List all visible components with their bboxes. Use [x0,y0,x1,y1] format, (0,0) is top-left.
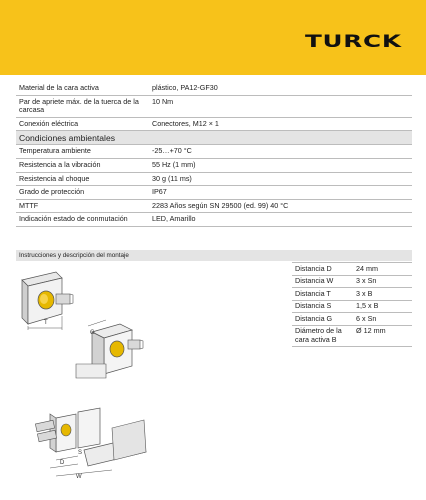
distance-value: Ø 12 mm [356,326,386,336]
spec-value: -25…+70 °C [152,146,192,156]
spec-row [16,173,412,187]
spec-value: plástico, PA12-GF30 [152,83,218,92]
spec-value: 10 Nm [152,96,174,106]
spec-table [16,82,412,227]
drawing-mount-g [76,320,143,378]
mounting-drawings [16,264,286,494]
distance-key: Distancia W [295,276,334,286]
distance-value: 3 x Sn [356,276,377,286]
spec-key: Temperatura ambiente [19,146,91,156]
label-w: W [76,474,82,480]
distance-value: 1,5 x B [356,301,379,311]
label-d: D [60,460,65,466]
mounting-diagram [16,264,286,494]
spec-row [16,200,412,214]
distance-key: Distancia S [295,301,332,311]
spec-value: Conectores, M12 × 1 [152,118,219,128]
label-g: G [90,330,95,336]
spec-row [16,186,412,200]
spec-row [16,213,412,227]
spec-key: MTTF [19,200,39,210]
spec-key: Resistencia al choque [19,173,90,183]
distance-row [292,276,412,289]
distance-key: Distancia T [295,288,331,298]
spec-value: LED, Amarillo [152,214,196,224]
distance-table [292,262,412,347]
distance-row [292,288,412,301]
distance-row [292,326,412,347]
label-s: S [78,450,83,456]
spec-key: Par de apriete máx. de la tuerca de la carcasa [19,96,139,115]
spec-key: Grado de protección [19,187,85,197]
spec-key: Resistencia a la vibración [19,159,101,169]
spec-row [16,118,412,132]
spec-row [16,96,412,118]
spec-row [16,82,412,96]
spec-value: 55 Hz (1 mm) [152,159,196,169]
spec-value: IP67 [152,187,167,197]
spec-key: Indicación estado de conmutación [19,214,128,224]
drawing-mount-sdw [35,408,146,480]
distance-key: Distancia G [295,313,333,323]
distance-key: Diámetro de la cara activa B [295,326,342,345]
header-band [0,0,426,75]
distance-value: 3 x B [356,288,373,298]
distance-key: Distancia D [295,263,332,273]
distance-row [292,313,412,326]
distance-value: 6 x Sn [356,313,377,323]
spec-value: 2283 Años según SN 29500 (ed. 99) 40 °C [152,200,289,210]
section-header-ambient: Condiciones ambientales [16,131,412,145]
distance-row [292,262,412,276]
distance-value: 24 mm [356,263,378,273]
spec-key: Material de la cara activa [19,83,99,92]
spec-row [16,145,412,159]
mounting-header: Instrucciones y descripción del montaje [16,250,412,261]
spec-key: Conexión eléctrica [19,118,79,128]
label-t: T [44,320,48,326]
turck-logo: TURCK [305,32,402,52]
drawing-mount-t [22,272,73,330]
spec-value: 30 g (11 ms) [152,173,192,183]
spec-row [16,159,412,173]
distance-row [292,301,412,314]
